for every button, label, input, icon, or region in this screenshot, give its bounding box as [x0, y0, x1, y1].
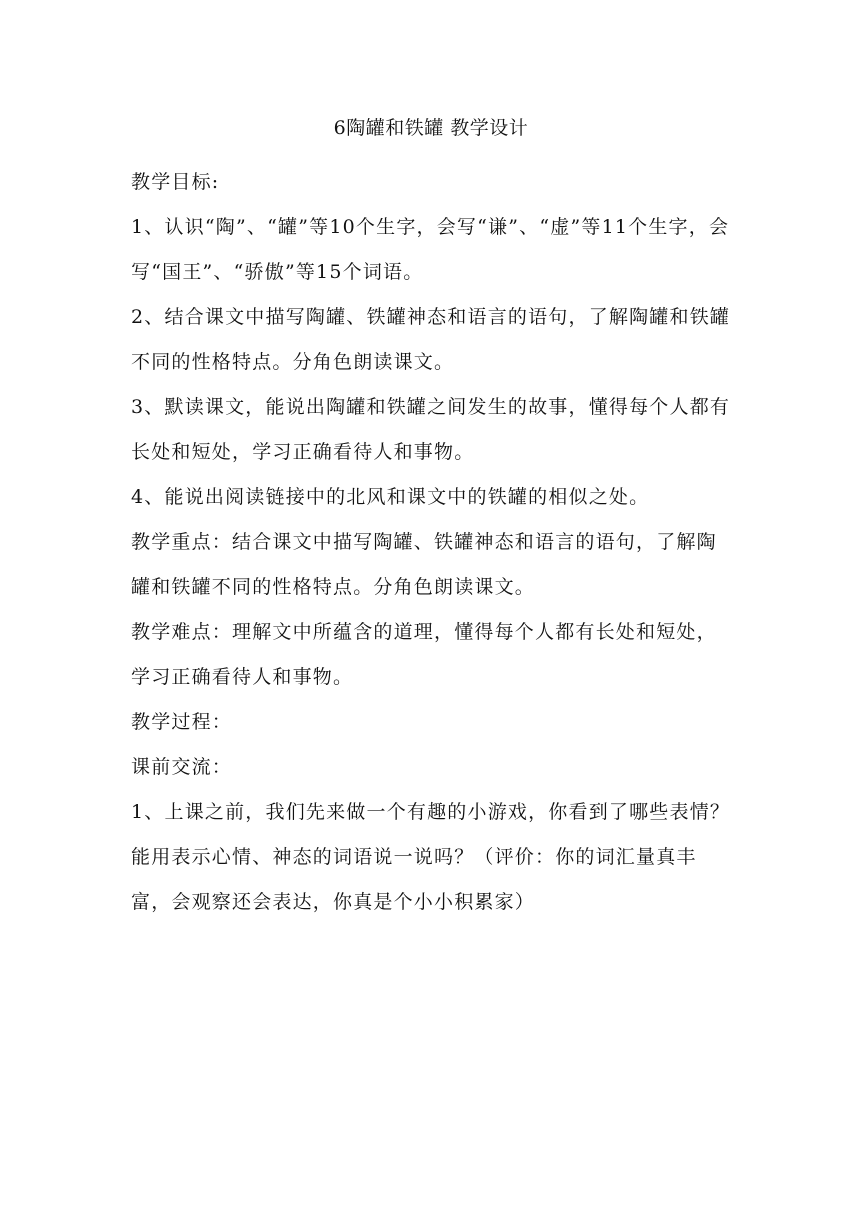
- paragraph-objective-4: 4、能说出阅读链接中的北风和课文中的铁罐的相似之处。: [131, 486, 650, 508]
- document-title: 6陶罐和铁罐 教学设计: [333, 117, 529, 139]
- paragraph-objective-3: 3、默读课文，能说出陶罐和铁罐之间发生的故事，懂得每个人都有长处和短处，学习正确看待人和事物。: [131, 396, 731, 463]
- document-body: [131, 112, 731, 925]
- paragraph-objective-2: 2、结合课文中描写陶罐、铁罐神态和语言的语句，了解陶罐和铁罐不同的性格特点。分角色朗读课文。: [131, 306, 731, 373]
- paragraph-objective-1: 1、认识“陶”、“罐”等10个生字，会写“谦”、“虚”等11个生字，会写“国王”、“骄傲”等15个词语。: [131, 216, 730, 283]
- paragraph-difficulties: 教学难点：理解文中所蕴含的道理，懂得每个人都有长处和短处，学习正确看待人和事物。: [131, 621, 717, 688]
- paragraph-pre-class-1: 1、上课之前，我们先来做一个有趣的小游戏，你看到了哪些表情？能用表示心情、神态的词语说一说吗？（评价：你的词汇量真丰富，会观察还会表达，你真是个小小积累家）: [131, 801, 731, 913]
- paragraph-process-heading: 教学过程：: [131, 711, 233, 733]
- paragraph-objectives-heading: 教学目标:: [131, 171, 220, 193]
- paragraph-pre-class-heading: 课前交流：: [131, 756, 233, 778]
- paragraph-key-points: 教学重点：结合课文中描写陶罐、铁罐神态和语言的语句，了解陶罐和铁罐不同的性格特点。分角色朗读课文。: [131, 531, 717, 598]
